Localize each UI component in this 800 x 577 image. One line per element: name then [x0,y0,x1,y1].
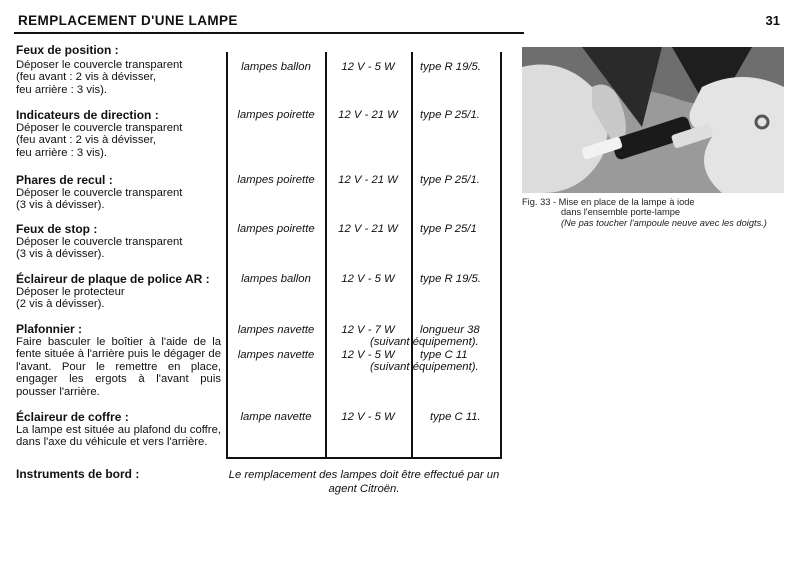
figure-photo [522,47,784,193]
row-heading: Éclaireur de plaque de police AR : [16,272,210,286]
row-description: Déposer le couvercle transparent (3 vis à dévisser). [16,186,183,212]
lamp-type-cell: lampes navette [237,324,315,336]
header-rule [14,32,524,34]
row-indicateurs-direction [16,109,221,159]
lamp-type-cell: lampes ballon [241,61,311,73]
voltage-cell: 12 V - 5 W [341,349,395,361]
caption-line-1: Fig. 33 - Mise en place de la lampe à iode [522,197,695,207]
reference-cell: type R 19/5. [420,61,481,73]
suivant-note: (suivant équipement). [370,336,479,348]
caption-line-2: dans l'ensemble porte-lampe [561,207,681,218]
row-feux-stop [16,223,221,261]
voltage-cell: 12 V - 21 W [338,223,398,235]
row-description: Déposer le couvercle transparent (3 vis à dévisser). [16,235,183,261]
lamp-type-cell: lampes poirette [237,109,315,121]
lamp-type-cell: lampe navette [240,411,312,423]
reference-cell: type P 25/1. [420,174,480,186]
voltage-cell: 12 V - 21 W [338,174,398,186]
reference-cell: type C 11. [430,411,481,423]
table-border-right [500,52,502,458]
reference-cell: type P 25/1 [420,223,477,235]
figure-caption [522,197,792,228]
row-heading: Feux de position : [16,43,119,57]
voltage-cell: 12 V - 7 W [341,324,395,336]
row-phares-recul [16,174,221,212]
row-description: La lampe est située au plafond du coffre, dans l'axe du véhicule et vers l'arrière. [16,423,221,449]
page-number: 31 [765,13,780,28]
caption-line-3: (Ne pas toucher l'ampoule neuve avec les doigts.) [561,217,767,228]
row-description: Déposer le couvercle transparent (feu avant : 2 vis à dévisser, feu arrière : 3 vis). [16,58,183,96]
reference-cell: longueur 38 [420,324,480,336]
row-eclaireur-coffre [16,411,221,449]
voltage-cell: 12 V - 21 W [338,109,398,121]
suivant-note: (suivant équipement). [370,361,479,373]
reference-cell: type P 25/1. [420,109,480,121]
row-heading: Éclaireur de coffre : [16,410,129,424]
row-description: Déposer le protecteur (2 vis à dévisser). [16,285,125,311]
voltage-cell: 12 V - 5 W [341,273,395,285]
row-instruments-bord [16,468,221,481]
lamp-type-cell: lampes poirette [237,223,315,235]
lamp-type-cell: lampes poirette [237,174,315,186]
reference-cell: type C 11 [420,349,468,361]
page-title: REMPLACEMENT D'UNE LAMPE [18,13,238,28]
lamp-type-cell: lampes ballon [241,273,311,285]
table-border-bottom [226,457,502,459]
row-heading: Feux de stop : [16,222,98,236]
row-heading: Instruments de bord : [16,467,140,481]
row-description: Faire basculer le boîtier à l'aide de la fente située à l'arrière puis le dégager de l'avant. Pour le remettre en place, engager les ergots à l'avant puis pousser l'arrière. [16,335,221,398]
page-header [14,13,790,33]
row-description: Déposer le couvercle transparent (feu avant : 2 vis à dévisser, feu arrière : 3 vis). [16,121,183,159]
row-heading: Phares de recul : [16,173,113,187]
row-feux-position [16,44,221,96]
table-divider-2 [411,52,413,458]
instruments-note: Le remplacement des lampes doit être effectué par un agent Citroën. [228,469,500,495]
voltage-cell: 12 V - 5 W [341,411,395,423]
lamp-type-cell: lampes navette [237,349,315,361]
row-heading: Plafonnier : [16,322,83,336]
row-eclaireur-plaque [16,273,226,311]
row-plafonnier [16,323,221,399]
reference-cell: type R 19/5. [420,273,481,285]
voltage-cell: 12 V - 5 W [341,61,395,73]
row-heading: Indicateurs de direction : [16,108,159,122]
